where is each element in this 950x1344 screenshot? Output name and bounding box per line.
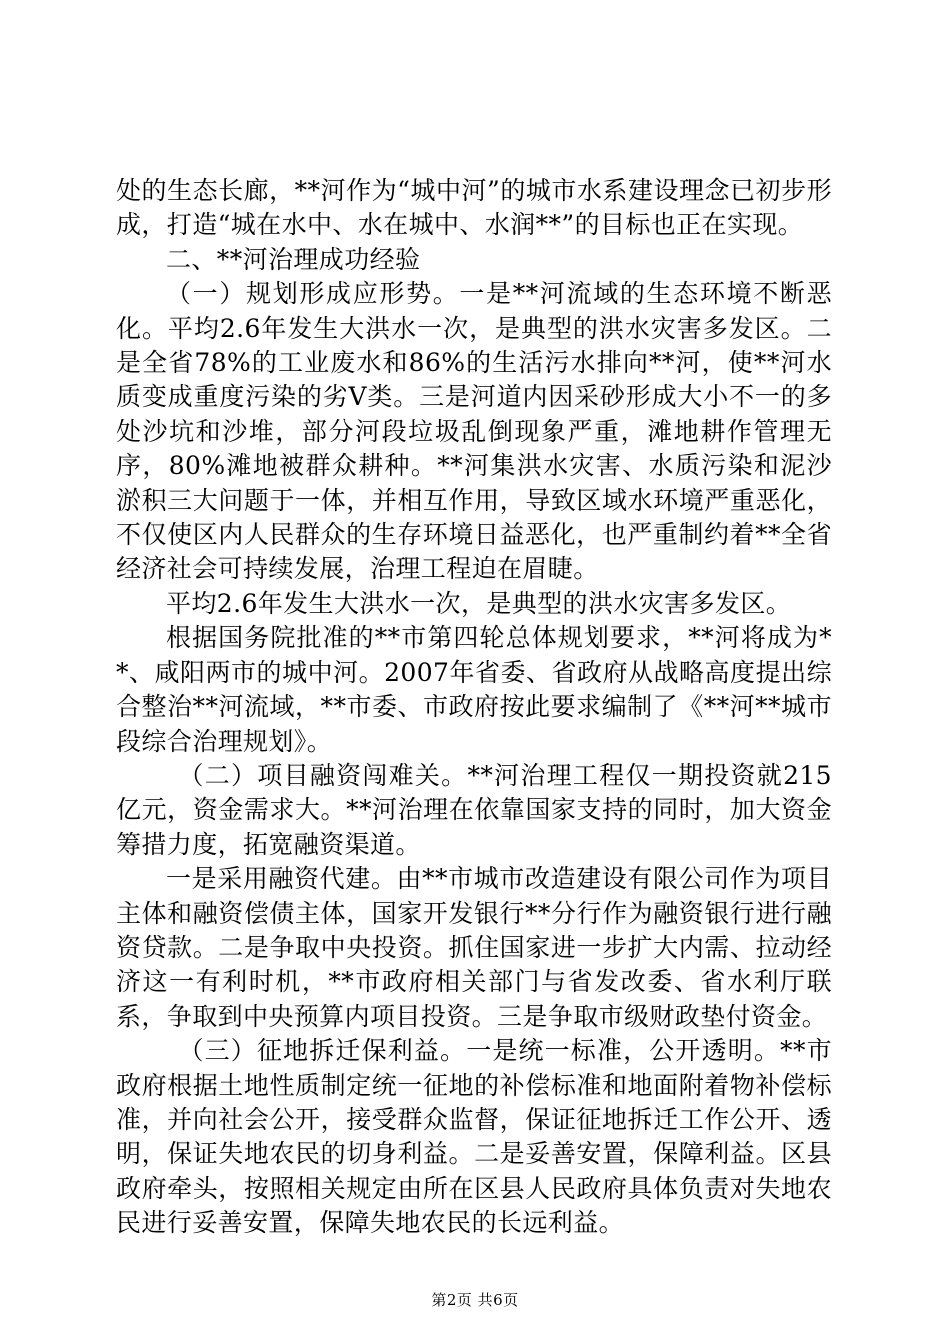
document-body — [116, 174, 832, 1241]
paragraph-financing-measures: 一是采用融资代建。由**市城市改造建设有限公司作为项目主体和融资偿债主体，国家开发银行**分行作为融资银行进行融资贷款。二是争取中央投资。抓住国家进一步扩大内需、拉动经济这一有利时机，**市政府相关部门与省发改委、省水利厅联系，争取到中央预算内项目投资。三是争取市级财政垫付资金。 — [116, 864, 832, 1031]
paragraph-planning: （一）规划形成应形势。一是**河流域的生态环境不断恶化。平均2.6年发生大洪水一次，是典型的洪水灾害多发区。二是全省78%的工业废水和86%的生活污水排向**河，使**河水质变成重度污染的劣Ⅴ类。三是河道内因采砂形成大小不一的多处沙坑和沙堆，部分河段垃圾乱倒现象严重，滩地耕作管理无序，80%滩地被群众耕种。**河集洪水灾害、水质污染和泥沙淤积三大问题于一体，并相互作用，导致区域水环境严重恶化，不仅使区内人民群众的生存环境日益恶化，也严重制约着**全省经济社会可持续发展，治理工程迫在眉睫。 — [116, 279, 832, 584]
paragraph-ecological-corridor: 处的生态长廊，**河作为“城中河”的城市水系建设理念已初步形成，打造“城在水中、水在城中、水润**”的目标也正在实现。 — [116, 176, 832, 240]
paragraph-land-acquisition: （三）征地拆迁保利益。一是统一标准，公开透明。**市政府根据土地性质制定统一征地的补偿标准和地面附着物补偿标准，并向社会公开，接受群众监督，保证征地拆迁工作公开、透明，保证失地农民的切身利益。二是妥善安置，保障利益。区县政府牵头，按照相关规定由所在区县人民政府具体负责对失地农民进行妥善安置，保障失地农民的长远利益。 — [116, 1036, 832, 1238]
paragraph-master-plan: 根据国务院批准的**市第四轮总体规划要求，**河将成为**、咸阳两市的城中河。2007年省委、省政府从战略高度提出综合整治**河流域，**市委、市政府按此要求编制了《**河**城市段综合治理规划》。 — [116, 623, 832, 756]
paragraph-financing: （二）项目融资闯难关。**河治理工程仅一期投资就215亿元，资金需求大。**河治理在依靠国家支持的同时，加大资金筹措力度，拓宽融资渠道。 — [116, 760, 832, 859]
paragraph-flood-frequency: 平均2.6年发生大洪水一次，是典型的洪水灾害多发区。 — [166, 588, 792, 618]
page-number-footer: 第2页 共6页 — [431, 1291, 519, 1309]
section-heading-experience: 二、**河治理成功经验 — [166, 244, 421, 274]
